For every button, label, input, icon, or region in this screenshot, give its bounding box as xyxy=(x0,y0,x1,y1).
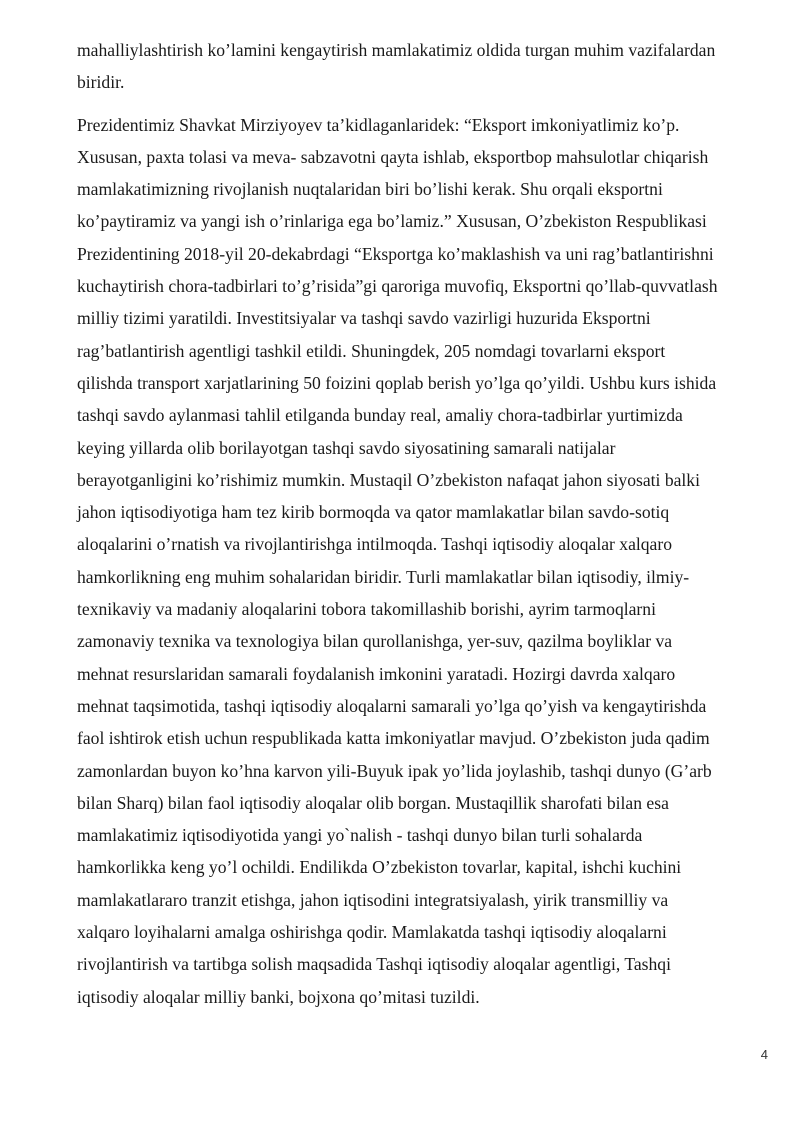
document-body xyxy=(77,34,725,1013)
paragraph-continuation: mahalliylashtirish ko’lamini kengaytirish mamlakatimiz oldida turgan muhim vazifalardan biridir. xyxy=(77,40,716,93)
paragraph-main: Prezidentimiz Shavkat Mirziyoyev ta’kidlaganlaridek: “Eksport imkoniyatlimiz ko’p. Xususan, paxta tolasi va meva- sabzavotni qayta ishlab, eksportbop mahsulotlar chiqarish mamlakatimizning rivojlanish nuqtalaridan biri bo’lishi kerak. Shu orqali eksportni ko’paytiramiz va yangi ish o’rinlariga ega bo’lamiz.” Xususan, O’zbekiston Respublikasi Prezidentining 2018-yil 20-dekabrdagi “Eksportga ko’maklashish va uni rag’batlantirishni kuchaytirish chora-tadbirlari to’g’risida”gi qaroriga muvofiq, Eksportni qo’llab-quvvatlash milliy tizimi yaratildi. Investitsiyalar va tashqi savdo vazirligi huzurida Eksportni rag’batlantirish agentligi tashkil etildi. Shuningdek, 205 nomdagi tovarlarni eksport qilishda transport xarjatlarining 50 foizini qoplab berish yo’lga qo’yildi. Ushbu kurs ishida tashqi savdo aylanmasi tahlil etilganda bunday real, amaliy chora-tadbirlar yurtimizda keying yillarda olib borilayotgan tashqi savdo siyosatining samarali natijalar berayotganligini ko’rishimiz mumkin. Mustaqil O’zbekiston nafaqat jahon siyosati balki jahon iqtisodiyotiga ham tez kirib bormoqda va qator mamlakatlar bilan savdo-sotiq aloqalarini o’rnatish va rivojlantirishga intilmoqda. Tashqi iqtisodiy aloqalar xalqaro hamkorlikning eng muhim sohalaridan biridir. Turli mamlakatlar bilan iqtisodiy, ilmiy-texnikaviy va madaniy aloqalarini tobora takomillashib borishi, ayrim tarmoqlarni zamonaviy texnika va texnologiya bilan qurollanishga, yer-suv, qazilma boyliklar va mehnat resurslaridan samarali foydalanish imkonini yaratadi. Hozirgi davrda xalqaro mehnat taqsimotida, tashqi iqtisodiy aloqalarni samarali yo’lga qo’yish va kengaytirishda faol ishtirok etish uchun respublikada katta imkoniyatlar mavjud. O’zbekiston juda qadim zamonlardan buyon ko’hna karvon yili-Buyuk ipak yo’lida joylashib, tashqi dunyo (G’arb bilan Sharq) bilan faol iqtisodiy aloqalar olib borgan. Mustaqillik sharofati bilan esa mamlakatimiz iqtisodiyotida yangi yo`nalish - tashqi dunyo bilan turli sohalarda hamkorlikka keng yo’l ochildi. Endilikda O’zbekiston tovarlar, kapital, ishchi kuchini mamlakatlararo tranzit etishga, jahon iqtisodini integratsiyalash, yirik transmilliy va xalqaro loyihalarni amalga oshirishga qodir. Mamlakatda tashqi iqtisodiy aloqalarni rivojlantirish va tartibga solish maqsadida Tashqi iqtisodiy aloqalar agentligi, Tashqi iqtisodiy aloqalar milliy banki, bojxona qo’mitasi tuzildi. xyxy=(77,114,718,1007)
page-number: 4 xyxy=(760,1047,768,1062)
